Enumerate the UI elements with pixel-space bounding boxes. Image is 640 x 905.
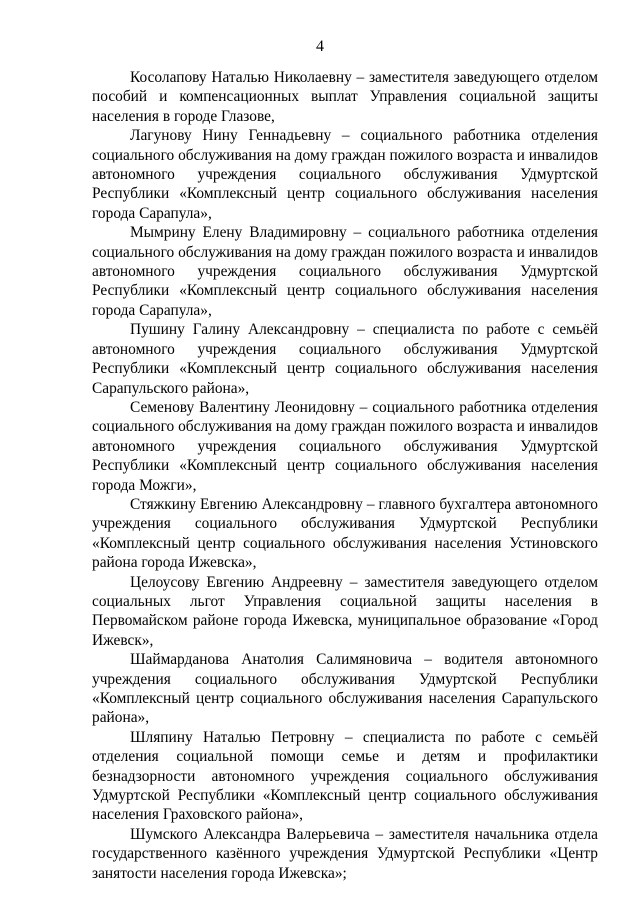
award-paragraph-tselousova: Целоусову Евгению Андреевну – заместителя заведующего отделом социальных льгот Управления социальной защиты населения в Первомайском районе города Ижевска, муниципальное образование «Город Ижевск»,	[92, 573, 598, 649]
award-paragraph-shlyapina: Шляпину Наталью Петровну – специалиста по работе с семьёй отделения социальной помощи семье и детям и профилактики безнадзорности автономного учреждения социального обслуживания Удмуртской Республики «Комплексный центр социального обслуживания населения Граховского района»,	[92, 728, 598, 824]
award-paragraph-pushina: Пушину Галину Александровну – специалиста по работе с семьёй автономного учреждения социального обслуживания Удмуртской Республики «Комплексный центр социального обслуживания населения Сарапульского района»,	[92, 321, 598, 397]
award-paragraph-styazhkina: Стяжкину Евгению Александровну – главного бухгалтера автономного учреждения социального обслуживания Удмуртской Республики «Комплексный центр социального обслуживания населения Устиновского района города Ижевска»,	[92, 495, 598, 572]
award-paragraph-shaymardanov: Шаймарданова Анатолия Салимяновича – водителя автономного учреждения социального обслуживания Удмуртской Республики «Комплексный центр социального обслуживания населения Сарапульского района»,	[92, 651, 598, 727]
award-paragraph-shumsky: Шумского Александра Валерьевича – заместителя начальника отдела государственного казённого учреждения Удмуртской Республики «Центр занятости населения города Ижевска»;	[92, 825, 598, 882]
award-paragraph-kosolapova: Косолапову Наталью Николаевну – заместителя заведующего отделом пособий и компенсационных выплат Управления социальной защиты населения в городе Глазове,	[92, 69, 598, 125]
document-body	[92, 68, 598, 883]
award-paragraph-lagunova: Лагунову Нину Геннадьевну – социального работника отделения социального обслуживания на дому граждан пожилого возраста и инвалидов автономного учреждения социального обслуживания Удмуртской Республики «Комплексный центр социального обслуживания населения города Сарапула»,	[92, 127, 598, 222]
page-number: 4	[316, 38, 324, 55]
award-paragraph-semenova: Семенову Валентину Леонидовну – социального работника отделения социального обслуживания на дому граждан пожилого возраста и инвалидов автономного учреждения социального обслуживания Удмуртской Республики «Комплексный центр социального обслуживания населения города Можги»,	[92, 398, 598, 494]
award-paragraph-mymrina: Мымрину Елену Владимировну – социального работника отделения социального обслуживания на дому граждан пожилого возраста и инвалидов автономного учреждения социального обслуживания Удмуртской Республики «Комплексный центр социального обслуживания населения города Сарапула»,	[92, 224, 598, 319]
